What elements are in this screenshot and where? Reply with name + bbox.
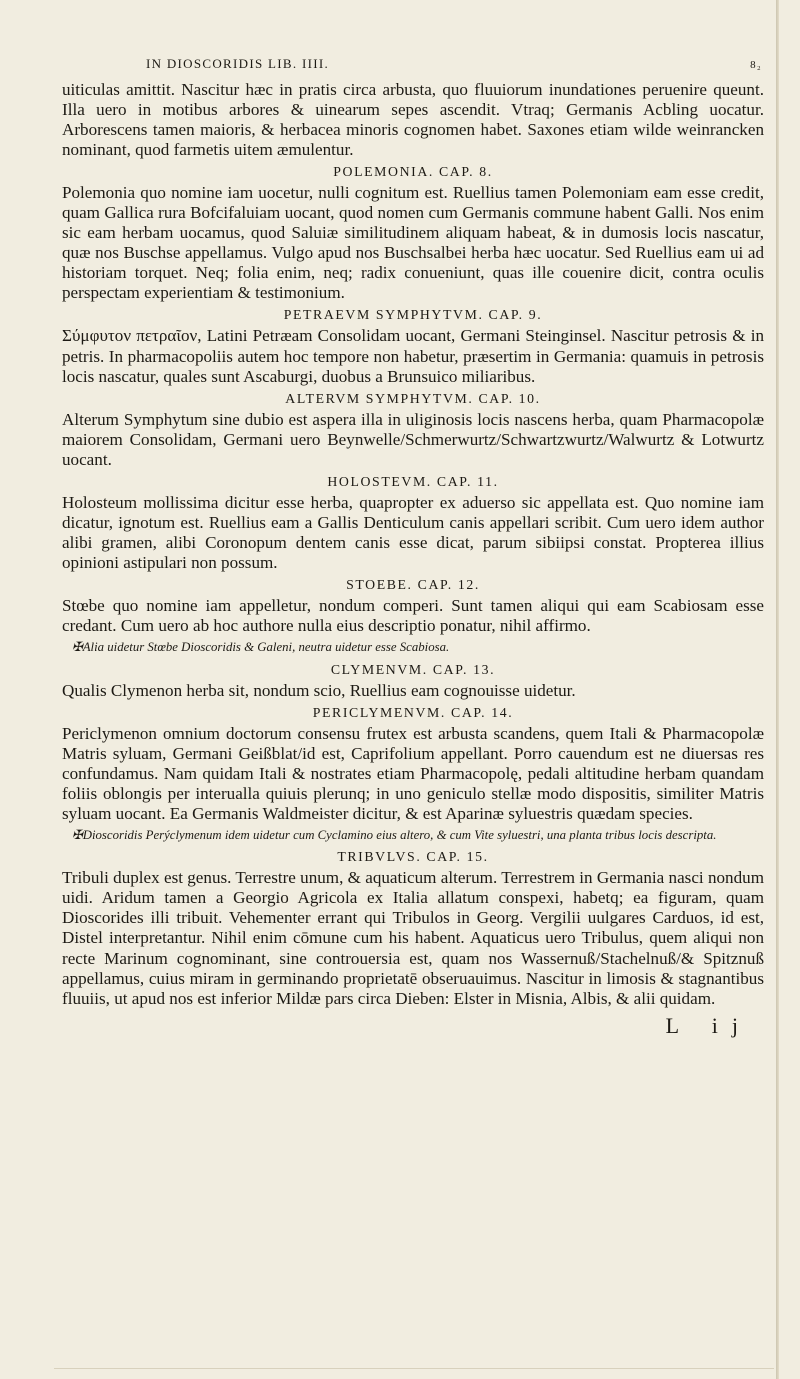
signature-mark: L ij [665, 1012, 752, 1038]
text-paragraph: Alterum Symphytum sine dubio est aspera illa in uliginosis locis nascens herba, quam Pharmacopolæ maiorem Consolidam, Germani uero Beynwelle/Schmerwurtz/Schwartzwurtz/Walwurtz & Lotwurtz uocant. [62, 409, 764, 469]
text-paragraph: uiticulas amittit. Nascitur hæc in pratis circa arbusta, quo fluuiorum inundationes peruenire queunt. Illa uero in motibus arbores & uinearum sepes ascendit. Vtraq; Germanis Acbling uocatur. Arborescens tamen maioris, & herbacea minoris cognomen habet. Saxones etiam wilde weinrancken nominant, quod farmetis uitem æmulentur. [62, 80, 764, 160]
text-paragraph: Stœbe quo nomine iam appelletur, nondum comperi. Sunt tamen aliqui qui eam Scabiosam esse credant. Cum uero ab hoc authore nulla eius descriptio ponatur, nihil affirmo. [62, 595, 764, 635]
chapter-heading: PETRAEVM SYMPHYTVM. CAP. 9. [283, 307, 543, 323]
text-paragraph: Periclymenon omnium doctorum consensu frutex est arbusta scandens, quem Itali & Pharmacopolæ Matris syluam, Germani Geißblat/id est, Caprifolium appellant. Porro cauendum est ne diuersas res confundamus. Nam quidam Itali & nostrates etiam Pharmacopolę, pedali altitudine herbam quandam foliis oblongis per interualla quiuis plerunq; in uno geniculo stellæ modo dispositis, similiter Matris syluam uocant. Ea Germanis Waldmeister dicitur, & est Aparinæ syluestris quædam species. [62, 723, 764, 823]
chapter-heading: POLEMONIA. CAP. 8. [333, 164, 493, 180]
running-head [62, 56, 764, 80]
page-bottom-edge [54, 1368, 774, 1369]
chapter-heading: STOEBE. CAP. 12. [346, 576, 480, 592]
text-paragraph: Polemonia quo nomine iam uocetur, nulli cognitum est. Ruellius tamen Polemoniam eam esse credit, quam Gallica rura Bofcifaluiam uocant, quod nomen cum Germanis commune habent Galli. Nos enim sic eam herbam uocamus, quod Saluiæ similitudinem aliquam habeat, & in dumosis locis nascatur, quæ nos Buschse appellamus. Vulgo apud nos Buschsalbei herba hæc uocatur. Sed Ruellius eam ui ad historiam torquet. Neq; folia enim, neq; radix conueniunt, quas ille couenire dicit, contra oculis perspectam experientiam & testimonium. [62, 183, 764, 303]
page-body [62, 80, 764, 1009]
chapter-heading: PERICLYMENVM. CAP. 14. [312, 704, 514, 720]
text-paragraph: Tribuli duplex est genus. Terrestre unum, & aquaticum alterum. Terrestrem in Germania nasci nondum uidi. Aridum tamen a Georgio Agricola ex Italia allatum conspexi, habetq; ea figuram, quam Dioscorides illi tribuit. Vehementer errant qui Tribulos in Georg. Vergilii uulgares Carduos, id est, Distel interpretantur. Nihil enim cōmune cum his habent. Aquaticus uero Tribulus, quem aliqui non recte Marinum cognominant, sine controuersia est, quam nos Wassernuß/Stachelnuß/& Spitznuß appellamus, cuius miram in germinando proprietatē obseruauimus. Nascitur in limosis & stagnantibus fluuiis, ut apud nos est inferior Mildæ pars circa Dieben: Elster in Misnia, Albis, & alii quidam. [62, 868, 764, 1008]
chapter-heading: ALTERVM SYMPHYTVM. CAP. 10. [285, 390, 541, 406]
marginal-note: ✠Alia uidetur Stœbe Dioscoridis & Galeni, neutra uidetur esse Scabiosa. [72, 640, 450, 655]
text-column [62, 56, 764, 1039]
chapter-heading: CLYMENVM. CAP. 13. [330, 661, 496, 677]
text-paragraph: Qualis Clymenon herba sit, nondum scio, Ruellius eam cognouisse uidetur. [62, 680, 576, 700]
running-head-title: IN DIOSCORIDIS LIB. IIII. [146, 56, 330, 71]
chapter-heading: TRIBVLVS. CAP. 15. [337, 849, 489, 865]
text-paragraph: Σύμφυτον πετραῖον, Latini Petræam Consolidam uocant, Germani Steinginsel. Nascitur petrosis & in petris. In pharmacopoliis autem hoc tempore non habetur, præsertim in Germania: quamuis in petrosis locis nascatur, quales sunt Ascaburgi, duobus a Brunsuico miliaribus. [62, 326, 764, 386]
text-paragraph: Holosteum mollissima dicitur esse herba, quapropter ex aduerso sic appellata est. Quo nomine iam dicatur, ignotum est. Ruellius eam a Gallis Denticulum canis appellari scribit. Cum uero idem author alibi gramen, alibi Coronopum dentem canis esse dicat, parum sibiipsi constat. Propterea illius opinioni astipulari non possum. [62, 492, 764, 572]
marginal-note: ✠Dioscoridis Perýclymenum idem uidetur cum Cyclamino eius altero, & cum Vite syluestri, una planta tribus locis descripta. [72, 827, 717, 842]
chapter-heading: HOLOSTEVM. CAP. 11. [327, 473, 499, 489]
folio-number: 8₂ [750, 59, 762, 71]
page-gutter-edge [776, 0, 779, 1379]
